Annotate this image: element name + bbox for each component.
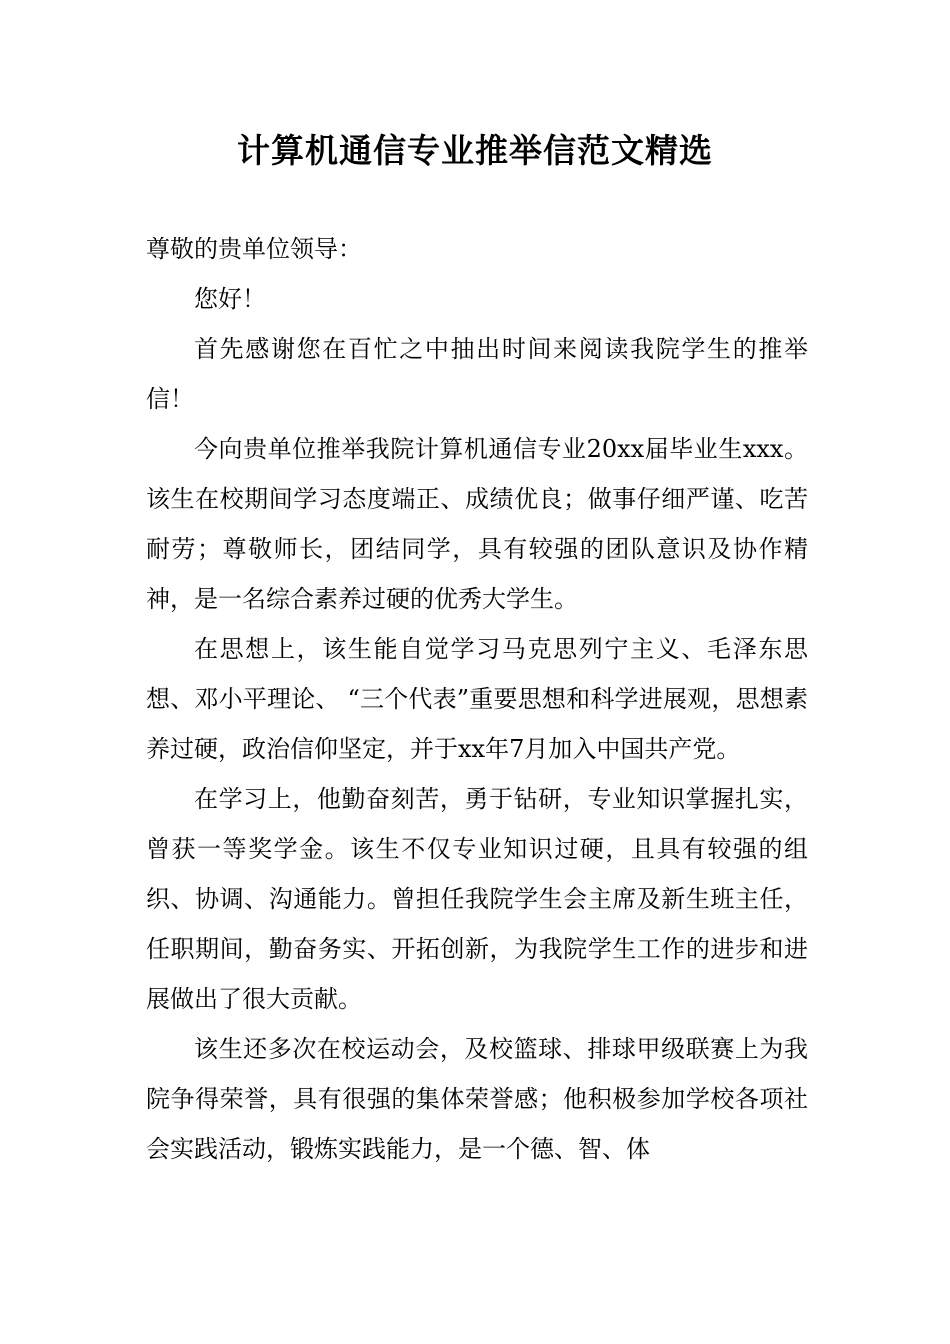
paragraph-activities: 该生还多次在校运动会，及校篮球、排球甲级联赛上为我院争得荣誉，具有很强的集体荣誉感；他积极参加学校各项社会实践活动，锻炼实践能力，是一个德、智、体 xyxy=(146,1035,808,1163)
paragraph-ideology: 在思想上，该生能自觉学习马克思列宁主义、毛泽东思想、邓小平理论、 “三个代表”重要思想和科学进展观，思想素养过硬，政治信仰坚定，并于xx年7月加入中国共产党。 xyxy=(146,635,808,763)
salutation: 尊敬的贵单位领导： xyxy=(146,235,362,263)
document-title: 计算机通信专业推举信范文精选 xyxy=(237,131,713,170)
document-body xyxy=(146,224,808,1174)
paragraph-thanks: 首先感谢您在百忙之中抽出时间来阅读我院学生的推举信！ xyxy=(146,335,808,413)
paragraph-study: 在学习上，他勤奋刻苦，勇于钻研，专业知识掌握扎实，曾获一等奖学金。该生不仅专业知识过硬，且具有较强的组织、协调、沟通能力。曾担任我院学生会主席及新生班主任，任职期间，勤奋务实、开拓创新，为我院学生工作的进步和进展做出了很大贡献。 xyxy=(146,785,808,1013)
paragraph-introduction: 今向贵单位推举我院计算机通信专业20xx届毕业生xxx。该生在校期间学习态度端正、成绩优良；做事仔细严谨、吃苦耐劳；尊敬师长，团结同学，具有较强的团队意识及协作精神，是一名综合素养过硬的优秀大学生。 xyxy=(146,435,808,613)
paragraph-greeting: 您好！ xyxy=(194,285,266,313)
